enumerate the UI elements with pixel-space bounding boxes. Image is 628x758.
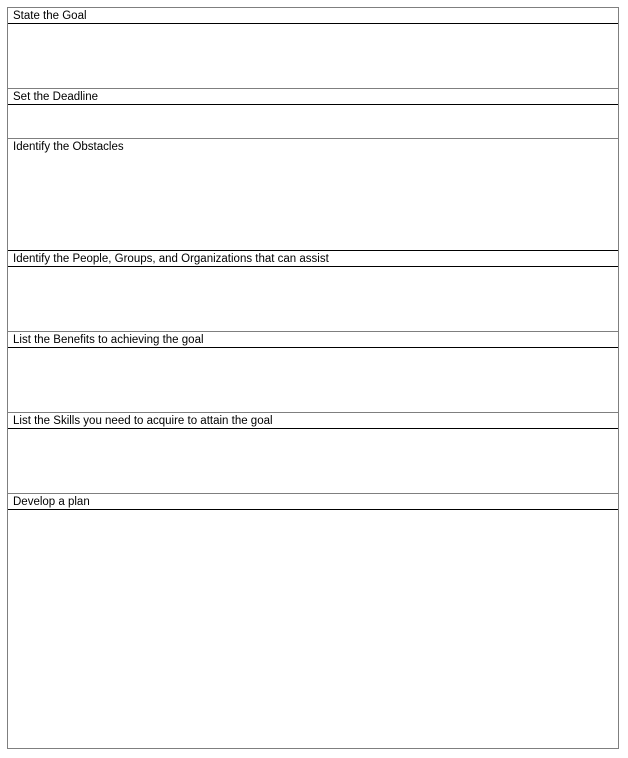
plan-label: Develop a plan bbox=[8, 494, 618, 510]
benefits-answer-field[interactable] bbox=[8, 348, 618, 413]
skills-answer-field[interactable] bbox=[8, 429, 618, 494]
skills-label: List the Skills you need to acquire to attain the goal bbox=[8, 413, 618, 429]
state-goal-label: State the Goal bbox=[8, 8, 618, 24]
obstacles-answer-field[interactable] bbox=[8, 139, 618, 251]
people-answer-field[interactable] bbox=[8, 267, 618, 332]
benefits-label: List the Benefits to achieving the goal bbox=[8, 332, 618, 348]
obstacles-label: Identify the Obstacles bbox=[13, 141, 124, 153]
goal-planning-form bbox=[7, 7, 619, 749]
set-deadline-label: Set the Deadline bbox=[8, 89, 618, 105]
set-deadline-answer-field[interactable] bbox=[8, 105, 618, 139]
plan-answer-field[interactable] bbox=[8, 510, 618, 748]
state-goal-answer-field[interactable] bbox=[8, 24, 618, 89]
people-label: Identify the People, Groups, and Organizations that can assist bbox=[8, 251, 618, 267]
